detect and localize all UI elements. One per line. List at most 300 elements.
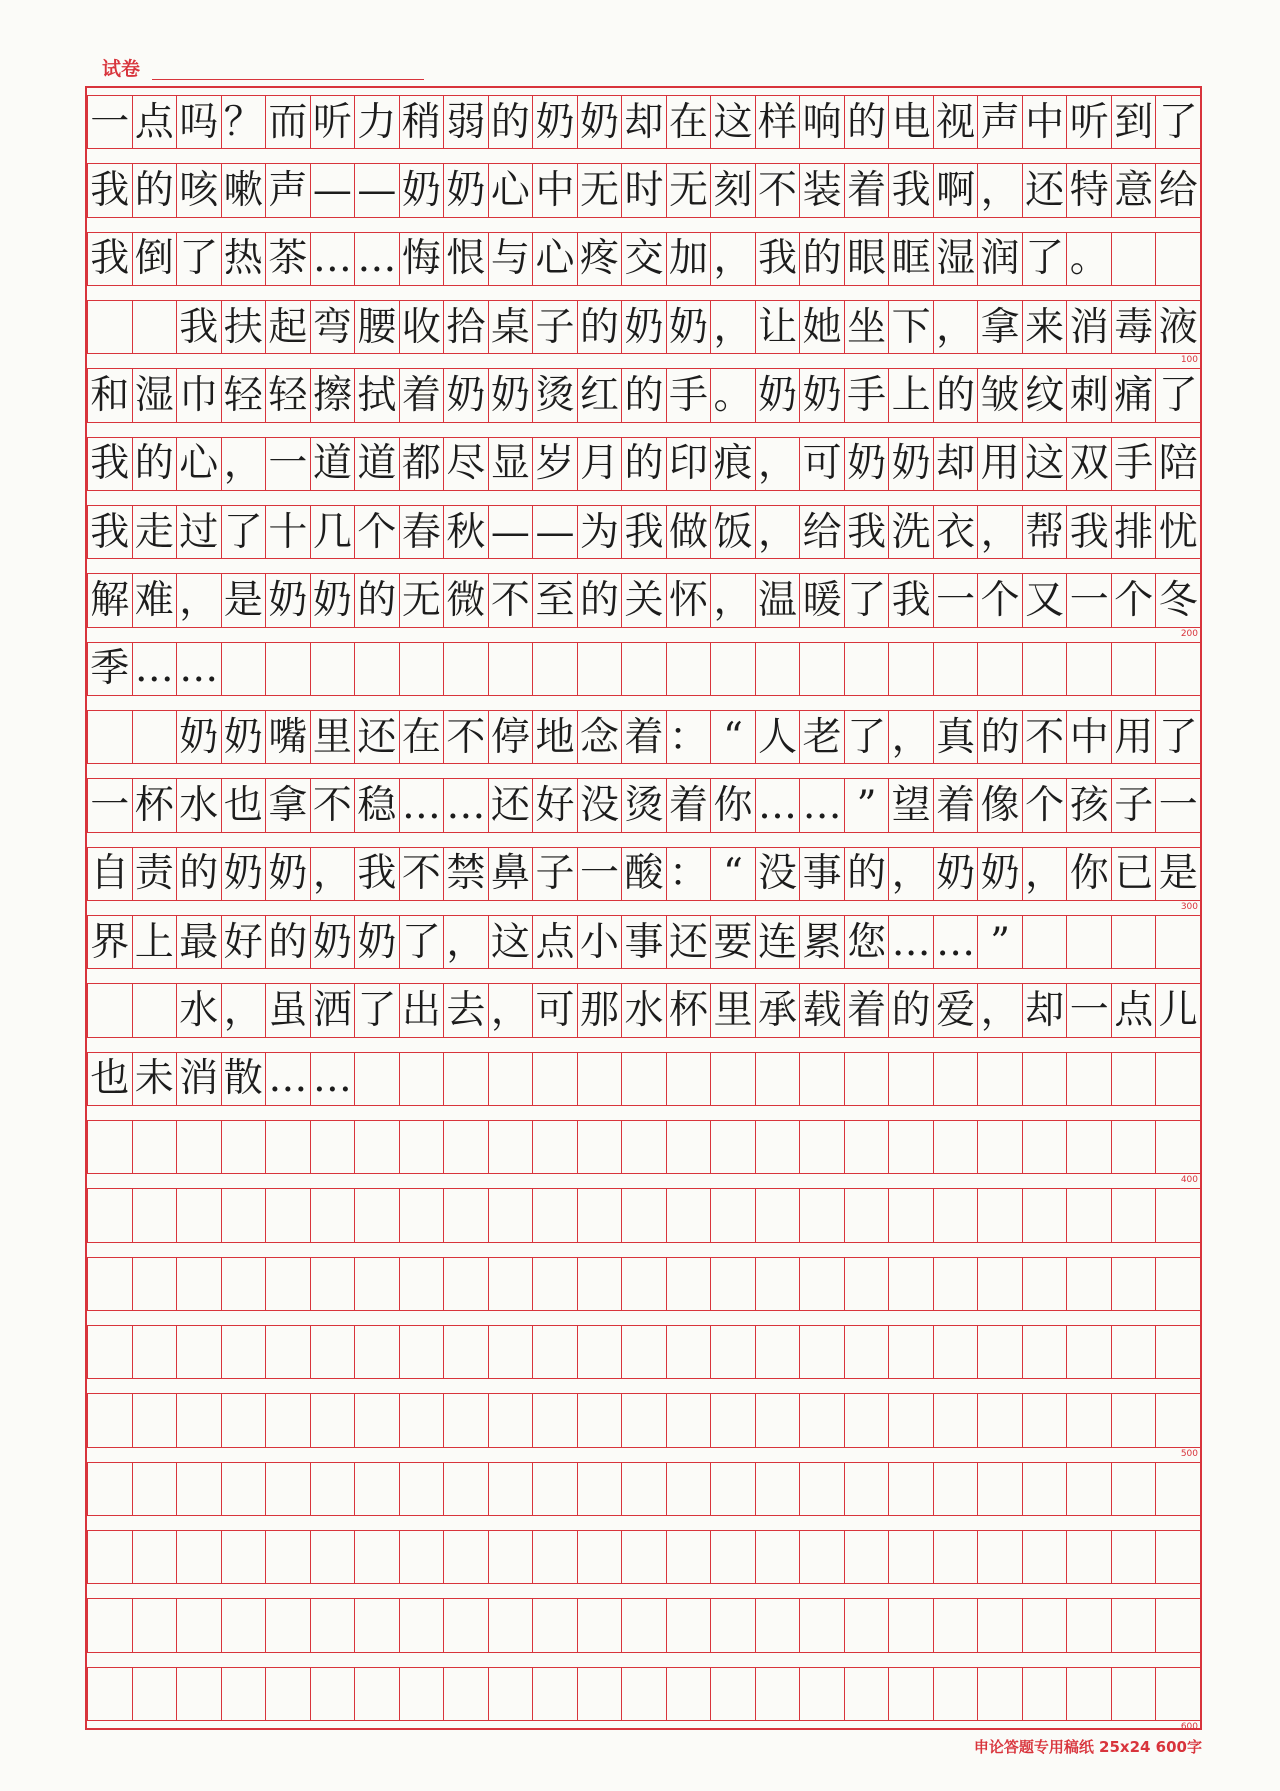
grid-cell: 过 [176, 505, 222, 559]
grid-cell [710, 1052, 756, 1106]
grid-cell: 奶 [755, 368, 801, 422]
grid-cell [1111, 1530, 1157, 1584]
grid-cell [1066, 1393, 1112, 1447]
grid-cell: 的 [844, 95, 890, 149]
grid-cell: 奶 [488, 368, 534, 422]
grid-cell [1155, 1052, 1201, 1106]
grid-cell [132, 1393, 178, 1447]
grid-cell [755, 1598, 801, 1652]
grid-cell [488, 1667, 534, 1721]
grid-cell [310, 1325, 356, 1379]
grid-cell [354, 1530, 400, 1584]
grid-cell: 还 [488, 778, 534, 832]
grid-cell: 在 [666, 95, 712, 149]
grid-cell [666, 1598, 712, 1652]
grid-cell [666, 1052, 712, 1106]
grid-cell: 在 [399, 710, 445, 764]
grid-cell [354, 1120, 400, 1174]
grid-cell: 润 [977, 232, 1023, 286]
char-count-mark: 400 [1180, 1175, 1198, 1186]
grid-cell [265, 1393, 311, 1447]
grid-cell: 儿 [1155, 983, 1201, 1037]
grid-cell: 像 [977, 778, 1023, 832]
grid-cell [488, 1530, 534, 1584]
grid-cell [354, 1257, 400, 1311]
grid-cell: 你 [1066, 847, 1112, 901]
grid-cell: 了 [844, 573, 890, 627]
grid-cell: 她 [799, 300, 845, 354]
grid-cell: 给 [1155, 163, 1201, 217]
grid-cell: 我 [844, 505, 890, 559]
grid-cell: 几 [310, 505, 356, 559]
grid-cell [1111, 915, 1157, 969]
grid-cell: 排 [1111, 505, 1157, 559]
grid-cell [1111, 1462, 1157, 1516]
grid-cell: 恨 [443, 232, 489, 286]
grid-cell: 样 [755, 95, 801, 149]
grid-cell [1022, 1120, 1068, 1174]
grid-cell [977, 642, 1023, 696]
grid-cell [532, 1188, 578, 1242]
grid-cell: 子 [532, 300, 578, 354]
grid-cell: 要 [710, 915, 756, 969]
grid-cell: 我 [621, 505, 667, 559]
grid-cell [977, 1530, 1023, 1584]
grid-cell: 奶 [221, 710, 267, 764]
grid-cell: 也 [221, 778, 267, 832]
grid-cell [577, 1120, 623, 1174]
grid-cell: 电 [888, 95, 934, 149]
grid-cell [532, 642, 578, 696]
grid-cell [176, 1188, 222, 1242]
grid-cell [1111, 1257, 1157, 1311]
grid-cell [443, 642, 489, 696]
grid-cell [1022, 1462, 1068, 1516]
grid-cell: 心 [176, 437, 222, 491]
grid-cell [132, 1462, 178, 1516]
grid-cell [621, 1530, 667, 1584]
grid-cell: — [310, 163, 356, 217]
grid-cell [888, 1462, 934, 1516]
grid-cell [710, 1462, 756, 1516]
grid-cell [132, 983, 178, 1037]
grid-cell: 我 [87, 437, 133, 491]
grid-cell: 个 [977, 573, 1023, 627]
grid-cell [666, 1667, 712, 1721]
grid-cell [666, 642, 712, 696]
grid-cell [443, 1530, 489, 1584]
grid-cell: 我 [176, 300, 222, 354]
grid-cell [799, 1393, 845, 1447]
grid-cell: 微 [443, 573, 489, 627]
grid-cell [1155, 642, 1201, 696]
grid-cell: 真 [933, 710, 979, 764]
grid-cell: 却 [1022, 983, 1068, 1037]
grid-cell [844, 1462, 890, 1516]
grid-cell: 奶 [621, 300, 667, 354]
grid-cell [532, 1393, 578, 1447]
grid-cell: 奶 [221, 847, 267, 901]
grid-cell [844, 1325, 890, 1379]
grid-cell [1155, 1393, 1201, 1447]
grid-cell [1066, 1257, 1112, 1311]
grid-cell: 的 [621, 368, 667, 422]
grid-cell [755, 1052, 801, 1106]
grid-cell: 却 [933, 437, 979, 491]
grid-cell: 拿 [265, 778, 311, 832]
grid-cell: 弱 [443, 95, 489, 149]
grid-cell: 意 [1111, 163, 1157, 217]
grid-cell: 爱 [933, 983, 979, 1037]
grid-cell: 听 [310, 95, 356, 149]
grid-cell: … [755, 778, 801, 832]
grid-cell [1066, 1188, 1112, 1242]
grid-cell: 虽 [265, 983, 311, 1037]
grid-cell: ， [888, 847, 934, 901]
grid-cell [532, 1667, 578, 1721]
grid-cell [577, 1052, 623, 1106]
grid-cell [221, 642, 267, 696]
grid-cell: 了 [1155, 710, 1201, 764]
grid-cell: 岁 [532, 437, 578, 491]
grid-cell [221, 1120, 267, 1174]
grid-cell [488, 1052, 534, 1106]
grid-cell: 一 [1066, 983, 1112, 1037]
grid-cell: 奶 [176, 710, 222, 764]
grid-cell [844, 1530, 890, 1584]
grid-cell: 自 [87, 847, 133, 901]
grid-cell [132, 1188, 178, 1242]
grid-cell: ， [710, 573, 756, 627]
grid-cell [132, 1667, 178, 1721]
grid-cell: 中 [1066, 710, 1112, 764]
grid-cell: ， [977, 163, 1023, 217]
grid-cell: 无 [577, 163, 623, 217]
grid-cell: 拭 [354, 368, 400, 422]
grid-cell [799, 642, 845, 696]
grid-cell [399, 1257, 445, 1311]
grid-cell [354, 1325, 400, 1379]
grid-cell [443, 1188, 489, 1242]
grid-cell: 你 [710, 778, 756, 832]
char-count-mark: 200 [1180, 628, 1198, 639]
grid-cell [354, 1393, 400, 1447]
grid-cell: 个 [1022, 778, 1068, 832]
grid-cell [933, 1325, 979, 1379]
grid-cell [666, 1257, 712, 1311]
grid-cell: 连 [755, 915, 801, 969]
grid-cell: 陪 [1155, 437, 1201, 491]
grid-cell [666, 1188, 712, 1242]
grid-cell: 一 [265, 437, 311, 491]
grid-cell [443, 1598, 489, 1652]
grid-cell: 声 [265, 163, 311, 217]
grid-cell: 奶 [310, 573, 356, 627]
grid-cell: … [176, 642, 222, 696]
grid-cell: 心 [488, 163, 534, 217]
grid-cell [310, 1530, 356, 1584]
grid-cell [265, 1188, 311, 1242]
grid-cell: 停 [488, 710, 534, 764]
grid-cell [1022, 1530, 1068, 1584]
grid-cell [265, 1530, 311, 1584]
grid-cell [176, 1120, 222, 1174]
grid-cell [799, 1120, 845, 1174]
grid-cell: 下 [888, 300, 934, 354]
grid-cell: 做 [666, 505, 712, 559]
grid-cell: 尽 [443, 437, 489, 491]
grid-cell: 到 [1111, 95, 1157, 149]
grid-cell [844, 642, 890, 696]
grid-cell: 奶 [532, 95, 578, 149]
grid-cell: 一 [87, 95, 133, 149]
grid-cell: 您 [844, 915, 890, 969]
grid-cell: 禁 [443, 847, 489, 901]
grid-cell [888, 1257, 934, 1311]
grid-cell: 出 [399, 983, 445, 1037]
grid-cell [354, 1598, 400, 1652]
grid-cell [1155, 1598, 1201, 1652]
grid-cell: 的 [621, 437, 667, 491]
grid-cell [933, 1052, 979, 1106]
grid-cell [799, 1052, 845, 1106]
grid-cell: 烫 [621, 778, 667, 832]
grid-cell [310, 1667, 356, 1721]
grid-cell [399, 1120, 445, 1174]
grid-cell [577, 1188, 623, 1242]
grid-cell: 痕 [710, 437, 756, 491]
grid-cell [176, 1598, 222, 1652]
grid-cell: 子 [532, 847, 578, 901]
grid-cell: 事 [621, 915, 667, 969]
grid-cell [87, 1188, 133, 1242]
grid-cell: 手 [666, 368, 712, 422]
grid-cell [1066, 1120, 1112, 1174]
grid-cell [532, 1530, 578, 1584]
grid-cell: 的 [354, 573, 400, 627]
grid-cell [1111, 1325, 1157, 1379]
grid-cell [710, 1325, 756, 1379]
grid-cell: 点 [532, 915, 578, 969]
grid-cell: 我 [1066, 505, 1112, 559]
grid-cell [710, 1120, 756, 1174]
grid-cell: 纹 [1022, 368, 1068, 422]
grid-cell [1066, 1462, 1112, 1516]
grid-cell [399, 642, 445, 696]
grid-cell [577, 1598, 623, 1652]
grid-cell: 衣 [933, 505, 979, 559]
grid-cell [443, 1120, 489, 1174]
grid-cell [132, 1530, 178, 1584]
grid-cell: 没 [755, 847, 801, 901]
grid-cell [488, 642, 534, 696]
grid-cell [221, 1393, 267, 1447]
grid-cell: 腰 [354, 300, 400, 354]
grid-cell [710, 642, 756, 696]
grid-cell [221, 1325, 267, 1379]
grid-cell: 这 [710, 95, 756, 149]
grid-cell: 界 [87, 915, 133, 969]
grid-cell: 一 [87, 778, 133, 832]
grid-cell [399, 1530, 445, 1584]
grid-cell: 着 [844, 163, 890, 217]
grid-cell: 给 [799, 505, 845, 559]
grid-cell [888, 1598, 934, 1652]
grid-cell: 我 [888, 573, 934, 627]
grid-cell [488, 1598, 534, 1652]
grid-cell [488, 1257, 534, 1311]
grid-cell [443, 1257, 489, 1311]
grid-cell [1111, 232, 1157, 286]
grid-cell: — [532, 505, 578, 559]
grid-cell: 却 [621, 95, 667, 149]
grid-cell [310, 642, 356, 696]
grid-cell [799, 1598, 845, 1652]
grid-cell: 酸 [621, 847, 667, 901]
grid-cell: 最 [176, 915, 222, 969]
grid-cell [532, 1257, 578, 1311]
grid-cell: 嗽 [221, 163, 267, 217]
grid-cell [399, 1325, 445, 1379]
grid-cell: 奶 [354, 915, 400, 969]
grid-cell: 杯 [132, 778, 178, 832]
grid-cell: 没 [577, 778, 623, 832]
grid-cell: 冬 [1155, 573, 1201, 627]
grid-cell: 怀 [666, 573, 712, 627]
grid-cell [488, 1393, 534, 1447]
grid-cell [755, 1667, 801, 1721]
grid-cell [755, 642, 801, 696]
grid-cell: 水 [176, 983, 222, 1037]
grid-cell [176, 1325, 222, 1379]
grid-cell: 不 [399, 847, 445, 901]
grid-cell: 烫 [532, 368, 578, 422]
grid-cell: 奶 [443, 163, 489, 217]
grid-cell [933, 642, 979, 696]
char-count-mark: 600 [1180, 1722, 1198, 1732]
grid-cell: 好 [532, 778, 578, 832]
grid-cell [888, 1188, 934, 1242]
grid-cell: 轻 [265, 368, 311, 422]
grid-cell: 解 [87, 573, 133, 627]
grid-cell [755, 1462, 801, 1516]
grid-cell [176, 1530, 222, 1584]
grid-cell: 我 [755, 232, 801, 286]
grid-cell: 是 [221, 573, 267, 627]
grid-cell [443, 1325, 489, 1379]
grid-cell [1111, 1393, 1157, 1447]
grid-cell: 我 [888, 163, 934, 217]
grid-cell: 印 [666, 437, 712, 491]
grid-cell [621, 1257, 667, 1311]
grid-cell [399, 1462, 445, 1516]
grid-cell: 好 [221, 915, 267, 969]
grid-cell [888, 1120, 934, 1174]
grid-cell: 了 [176, 232, 222, 286]
grid-cell: … [399, 778, 445, 832]
grid-cell: 老 [799, 710, 845, 764]
grid-cell: 手 [844, 368, 890, 422]
grid-cell: … [132, 642, 178, 696]
grid-cell [1155, 1325, 1201, 1379]
grid-cell [621, 1667, 667, 1721]
grid-cell: 和 [87, 368, 133, 422]
grid-cell [310, 1393, 356, 1447]
grid-cell [443, 1393, 489, 1447]
grid-cell [710, 1598, 756, 1652]
grid-cell: 悔 [399, 232, 445, 286]
grid-cell: 了 [844, 710, 890, 764]
grid-cell: 上 [888, 368, 934, 422]
grid-cell: 又 [1022, 573, 1068, 627]
grid-cell: 这 [488, 915, 534, 969]
grid-cell [265, 1257, 311, 1311]
grid-cell: 咳 [176, 163, 222, 217]
grid-cell: 奶 [265, 847, 311, 901]
grid-cell [87, 1325, 133, 1379]
grid-cell: 巾 [176, 368, 222, 422]
grid-cell [577, 1393, 623, 1447]
header-label: 试卷 [102, 58, 141, 80]
grid-cell [755, 1530, 801, 1584]
grid-cell [399, 1188, 445, 1242]
grid-cell [666, 1462, 712, 1516]
grid-cell: 洒 [310, 983, 356, 1037]
grid-cell: 载 [799, 983, 845, 1037]
grid-cell: … [310, 1052, 356, 1106]
grid-cell: 。 [1066, 232, 1112, 286]
grid-cell [532, 1598, 578, 1652]
grid-cell [399, 1052, 445, 1106]
grid-cell [1022, 1052, 1068, 1106]
grid-cell [310, 1120, 356, 1174]
grid-cell [87, 1393, 133, 1447]
grid-cell [399, 1393, 445, 1447]
grid-cell [87, 1257, 133, 1311]
grid-cell [1066, 915, 1112, 969]
grid-cell: ： [666, 710, 712, 764]
grid-cell: 中 [1022, 95, 1068, 149]
grid-cell: 着 [621, 710, 667, 764]
grid-cell: 的 [933, 368, 979, 422]
grid-cell [888, 1325, 934, 1379]
grid-cell: ， [176, 573, 222, 627]
grid-cell: … [443, 778, 489, 832]
grid-cell: 念 [577, 710, 623, 764]
grid-cell [87, 1120, 133, 1174]
grid-cell: 月 [577, 437, 623, 491]
grid-cell: … [888, 915, 934, 969]
grid-cell [1155, 915, 1201, 969]
grid-cell: 双 [1066, 437, 1112, 491]
grid-cell [132, 1257, 178, 1311]
grid-cell [1155, 1667, 1201, 1721]
grid-cell: 的 [176, 847, 222, 901]
grid-cell: 视 [933, 95, 979, 149]
grid-cell [176, 1462, 222, 1516]
grid-cell: 地 [532, 710, 578, 764]
grid-cell: 坐 [844, 300, 890, 354]
grid-cell: … [933, 915, 979, 969]
char-count-mark: 300 [1180, 902, 1198, 912]
grid-cell [488, 1120, 534, 1174]
grid-cell: 不 [443, 710, 489, 764]
grid-cell: 十 [265, 505, 311, 559]
grid-cell [1022, 1393, 1068, 1447]
grid-cell [1022, 1257, 1068, 1311]
grid-cell: 望 [888, 778, 934, 832]
grid-cell [1111, 1120, 1157, 1174]
